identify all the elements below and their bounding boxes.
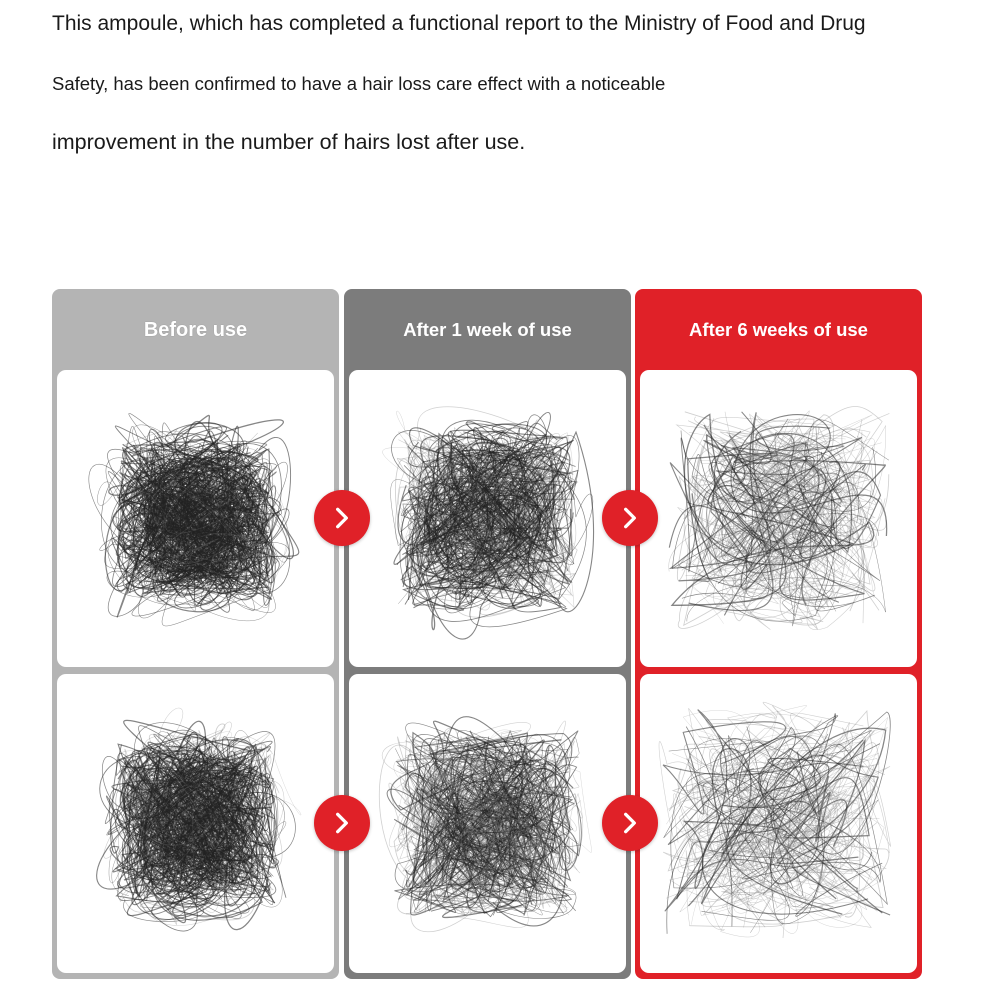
column-header-6-weeks: After 6 weeks of use [689, 319, 868, 340]
chevron-right-icon [617, 505, 643, 531]
hair-sample-image [349, 370, 626, 667]
hair-clump-illustration [640, 674, 917, 973]
hair-clump-illustration [349, 674, 626, 973]
hair-sample-image [640, 370, 917, 667]
next-arrow-button [314, 490, 370, 546]
column-header-before: Before use [143, 318, 248, 341]
next-arrow-button [602, 490, 658, 546]
next-arrow-button [602, 795, 658, 851]
hair-clump-illustration [640, 370, 917, 667]
hair-loss-comparison-grid [52, 289, 922, 979]
intro-line-1: This ampoule, which has completed a functional report to the Ministry of Food and Drug [52, 12, 866, 35]
hair-sample-image [57, 674, 334, 973]
intro-line-3: improvement in the number of hairs lost after use. [52, 130, 526, 154]
chevron-right-icon [329, 505, 355, 531]
column-before-use [52, 289, 339, 979]
hair-clump-illustration [349, 370, 626, 667]
intro-line-2: Safety, has been confirmed to have a hair loss care effect with a noticeable [52, 73, 666, 94]
hair-clump-illustration [57, 674, 334, 973]
hair-sample-image [57, 370, 334, 667]
hair-sample-image [349, 674, 626, 973]
chevron-right-icon [617, 810, 643, 836]
chevron-right-icon [329, 810, 355, 836]
hair-clump-illustration [57, 370, 334, 667]
column-after-1-week [344, 289, 631, 979]
column-header-1-week: After 1 week of use [403, 319, 572, 340]
hair-sample-image [640, 674, 917, 973]
next-arrow-button [314, 795, 370, 851]
column-after-6-weeks [635, 289, 922, 979]
